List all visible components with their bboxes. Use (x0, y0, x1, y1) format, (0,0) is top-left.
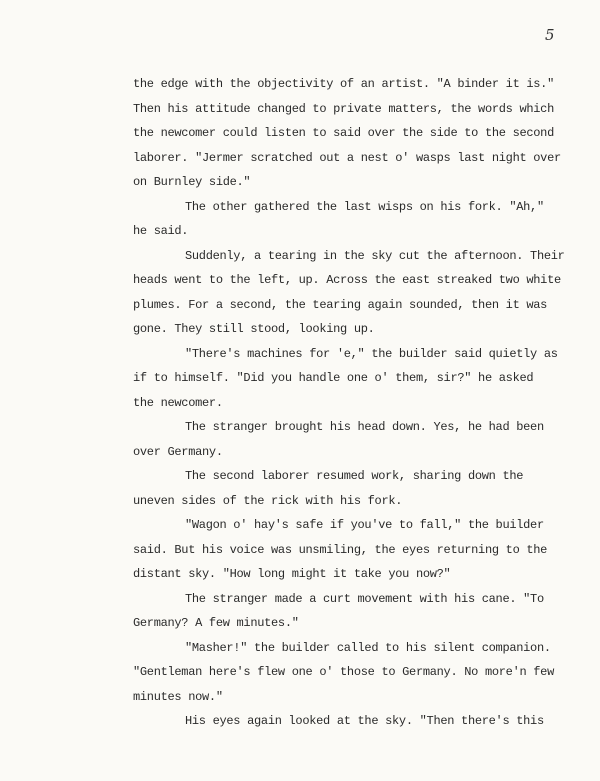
text-line: the newcomer. (133, 395, 223, 410)
text-line: if to himself. "Did you handle one o' them, sir?" he asked (133, 371, 534, 385)
text-line: Then his attitude changed to private matters, the words which (133, 101, 554, 116)
text-line: the edge with the objectivity of an artist. "A binder it is." (133, 77, 554, 91)
text-line: he said. (133, 224, 189, 238)
text-line: minutes now." (133, 689, 223, 704)
text-line: heads went to the left, up. Across the east streaked two white (133, 273, 561, 287)
text-line: said. But his voice was unsmiling, the eyes returning to the (133, 542, 548, 557)
text-line: on Burnley side." (133, 175, 251, 189)
text-line: gone. They still stood, looking up. (133, 322, 375, 336)
typescript-body (133, 72, 583, 734)
text-line: laborer. "Jermer scratched out a nest o' wasps last night over (133, 150, 561, 165)
text-line: plumes. For a second, the tearing again sounded, then it was (133, 297, 548, 312)
text-line: distant sky. "How long might it take you now?" (133, 567, 451, 581)
text-line: The second laborer resumed work, sharing down the (185, 469, 524, 483)
text-line: The stranger brought his head down. Yes, he had been (185, 420, 544, 434)
text-line: Suddenly, a tearing in the sky cut the afternoon. Their (185, 248, 565, 263)
text-line: uneven sides of the rick with his fork. (133, 493, 403, 508)
text-line: "Gentleman here's flew one o' those to Germany. No more'n few (133, 665, 554, 679)
text-line: His eyes again looked at the sky. "Then there's this (185, 714, 544, 728)
text-line: Germany? A few minutes." (133, 616, 299, 630)
text-line: The stranger made a curt movement with his cane. "To (185, 591, 544, 606)
page-number: 5 (545, 26, 555, 44)
text-line: "There's machines for 'e," the builder said quietly as (185, 346, 558, 361)
text-line: "Masher!" the builder called to his silent companion. (185, 640, 551, 655)
text-line: The other gathered the last wisps on his fork. "Ah," (185, 199, 544, 214)
text-line: the newcomer could listen to said over the side to the second (133, 126, 554, 140)
text-line: "Wagon o' hay's safe if you've to fall," the builder (185, 518, 544, 532)
text-line: over Germany. (133, 444, 223, 459)
